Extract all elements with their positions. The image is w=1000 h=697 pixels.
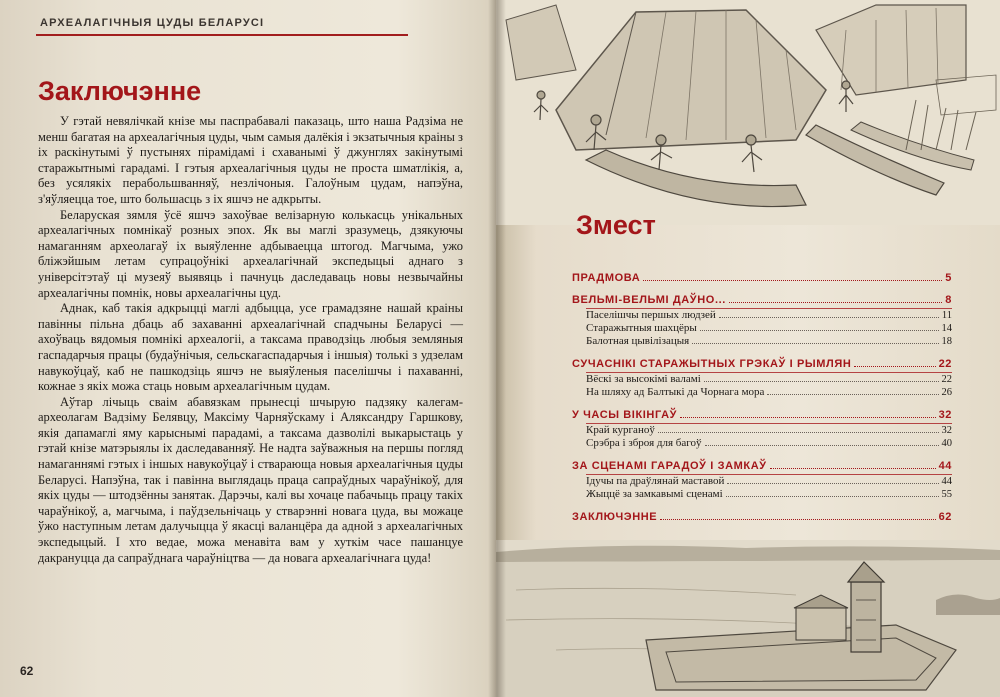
toc-section-label: ПРАДМОВА xyxy=(572,272,641,284)
toc-item-label: На шляху ад Балтыкі да Чорнага мора xyxy=(586,386,765,398)
page-number: 62 xyxy=(20,664,34,678)
toc-subitems xyxy=(586,474,952,501)
toc-subitems xyxy=(586,372,952,399)
toc-leader xyxy=(727,483,938,484)
toc-section-page: 62 xyxy=(938,511,952,523)
toc-item-page: 22 xyxy=(941,374,952,385)
toc-item[interactable] xyxy=(586,488,952,501)
toc-section-label: СУЧАСНІКІ СТАРАЖЫТНЫХ ГРЭКАЎ І РЫМЛЯН xyxy=(572,358,852,370)
toc-leader xyxy=(700,330,939,331)
toc-leader xyxy=(729,302,942,303)
toc-item-page: 40 xyxy=(941,438,952,449)
body-text xyxy=(38,114,463,566)
toc-item-label: Срэбра і зброя для багоў xyxy=(586,437,702,449)
settlement-illustration xyxy=(496,0,1000,225)
toc-section-page: 22 xyxy=(938,358,952,370)
toc-section-page: 5 xyxy=(945,272,952,284)
toc-item-label: Паселішчы першых людзей xyxy=(586,309,716,321)
toc-item-label: Балотная цывілізацыя xyxy=(586,335,690,347)
right-page xyxy=(496,0,1000,697)
toc-item-label: Вёскі за высокімі валамі xyxy=(586,373,701,385)
toc-section[interactable] xyxy=(572,272,952,284)
toc-leader xyxy=(726,496,939,497)
toc-item[interactable] xyxy=(586,335,952,348)
toc-section-label: ВЕЛЬМІ-ВЕЛЬМІ ДАЎНО... xyxy=(572,294,726,306)
toc-item-page: 26 xyxy=(941,387,952,398)
toc-leader xyxy=(704,381,939,382)
toc-item-page: 44 xyxy=(941,476,952,487)
castle-illustration xyxy=(496,540,1000,697)
toc-leader xyxy=(705,445,939,446)
toc-section[interactable] xyxy=(572,358,952,370)
running-header: АРХЕАЛАГІЧНЫЯ ЦУДЫ БЕЛАРУСІ xyxy=(40,17,265,29)
paragraph-2: Беларуская зямля ўсё яшчэ захоўвае велізарную колькасць унікальных археалагічных помнікаў розных эпох. Як вы маглі зразумець, дзякуючы намаганням археолагаў іх выяўленне адбываецца штогод. Магчыма, ужо бліжэйшым летам супрацоўнікі археалагічнай экспедыцыі аднаго з універсітэтаў ці музеяў выявяць і пачнуць даследаваць новы незвычайны археалагічны помнік, новы археалагічны цуд. xyxy=(38,207,463,300)
toc-section-label: ЗАКЛЮЧЭННЕ xyxy=(572,511,658,523)
toc-item[interactable] xyxy=(586,373,952,386)
toc-title: Змест xyxy=(576,210,656,240)
toc-item-page: 14 xyxy=(941,323,952,334)
toc-item-page: 18 xyxy=(941,336,952,347)
toc-section[interactable] xyxy=(572,294,952,306)
toc-item[interactable] xyxy=(586,424,952,437)
toc-item[interactable] xyxy=(586,322,952,335)
toc-subitems xyxy=(586,308,952,348)
toc-item-page: 11 xyxy=(941,310,952,321)
toc-subitems xyxy=(586,423,952,450)
toc-leader xyxy=(719,317,939,318)
toc-section[interactable] xyxy=(572,409,952,421)
toc-section-label: ЗА СЦЕНАМІ ГАРАДОЎ І ЗАМКАЎ xyxy=(572,460,767,472)
toc-section-label: У ЧАСЫ ВІКІНГАЎ xyxy=(572,409,678,421)
page-title: Заключэнне xyxy=(38,76,202,106)
toc-leader xyxy=(660,519,935,520)
toc-item[interactable] xyxy=(586,437,952,450)
toc-section[interactable] xyxy=(572,460,952,472)
toc-item[interactable] xyxy=(586,309,952,322)
toc-section[interactable] xyxy=(572,511,952,523)
toc-item-label: Старажытныя шахцёры xyxy=(586,322,697,334)
toc-item-label: Край курганоў xyxy=(586,424,655,436)
toc-leader xyxy=(692,343,938,344)
toc-item[interactable] xyxy=(586,386,952,399)
left-page xyxy=(0,0,496,697)
toc-leader xyxy=(767,394,938,395)
toc-section-page: 32 xyxy=(938,409,952,421)
toc-leader xyxy=(680,417,935,418)
toc-section-page: 44 xyxy=(938,460,952,472)
toc-item-label: Жыццё за замкавымі сценамі xyxy=(586,488,723,500)
paragraph-3: Аднак, каб такія адкрыцці маглі адбыцца, усе грамадзяне нашай краіны павінны пільна дбаць аб захаванні археалагічнай спадчыны Беларусі — ахоўваць вядомыя помнікі археалогіі, а таксама праводзіць любыя земляныя гаспадарчыя працы (будаўнічыя, сельскагаспадарчыя і іншыя) толькі з удзелам навукоўцаў, каб не пашкодзіць яшчэ не выяўленыя паселішчы і пахаванні, кожнае з якіх можа стаць новым археалагічным цудам. xyxy=(38,301,463,394)
toc-item-page: 55 xyxy=(941,489,952,500)
toc-section-page: 8 xyxy=(945,294,952,306)
toc-item-page: 32 xyxy=(941,425,952,436)
header-rule xyxy=(36,34,408,36)
book-gutter xyxy=(488,0,506,697)
table-of-contents xyxy=(572,262,952,523)
toc-leader xyxy=(658,432,939,433)
toc-leader xyxy=(770,468,936,469)
paragraph-4: Аўтар лічыць сваім абавязкам прынесці шчырую падзяку калегам-археолагам Вадзіму Белявцу, Максіму Чарняўскаму і Аляксандру Гаршкову, якія дапамаглі яму карыснымі парадамі, а таксама дазволілі выкарыстаць у гэтай кнізе матэрыялы іх даследаванняў. Не надта заўважныя на першы погляд намаганнямі гэтых і іншых навукоўцаў і стварающа новыя археалагічныя цуды Беларусі. Напэўна, так і павінна выглядаць праца сапраўдных чараўнікоў, для якіх цуды — штодзённы занятак. Дарэчы, калі вы хочаце пабачыць працу такіх чараўнікоў, а, магчыма, і паўдзельнічаць у стварэнні новага цуда, вы можаце ўжо наступным летам далучыцца ў якасці валанцёра да адной з археалагічных экспедыцый. І хто ведае, можа менавіта вам у хуткім часе пашанцуе дакрануцца да сапраўднага чараўніцтва — да новага археалагічнага цуда! xyxy=(38,394,463,565)
toc-leader xyxy=(643,280,942,281)
paragraph-1: У гэтай невялічкай кнізе мы паспрабавалі паказаць, што наша Радзіма не менш багатая на археалагічныя цуды, чым самыя далёкія і экзатычныя краіны з іх раскінутымі ў пустынях пірамідамі і схаванымі ў джунглях закінутымі старажытнымі гарадамі. І гэтыя археалагічныя цуды не проста шматлікія, а, без усялякіх перабольшванняў, незлічоныя. Галоўным цудам, напэўна, з'яўляецца тое, што большасць з іх яшчэ не адкрыты. xyxy=(38,114,463,206)
toc-item[interactable] xyxy=(586,475,952,488)
toc-item-label: Ідучы па драўлянай маставой xyxy=(586,475,725,487)
toc-leader xyxy=(854,366,935,367)
